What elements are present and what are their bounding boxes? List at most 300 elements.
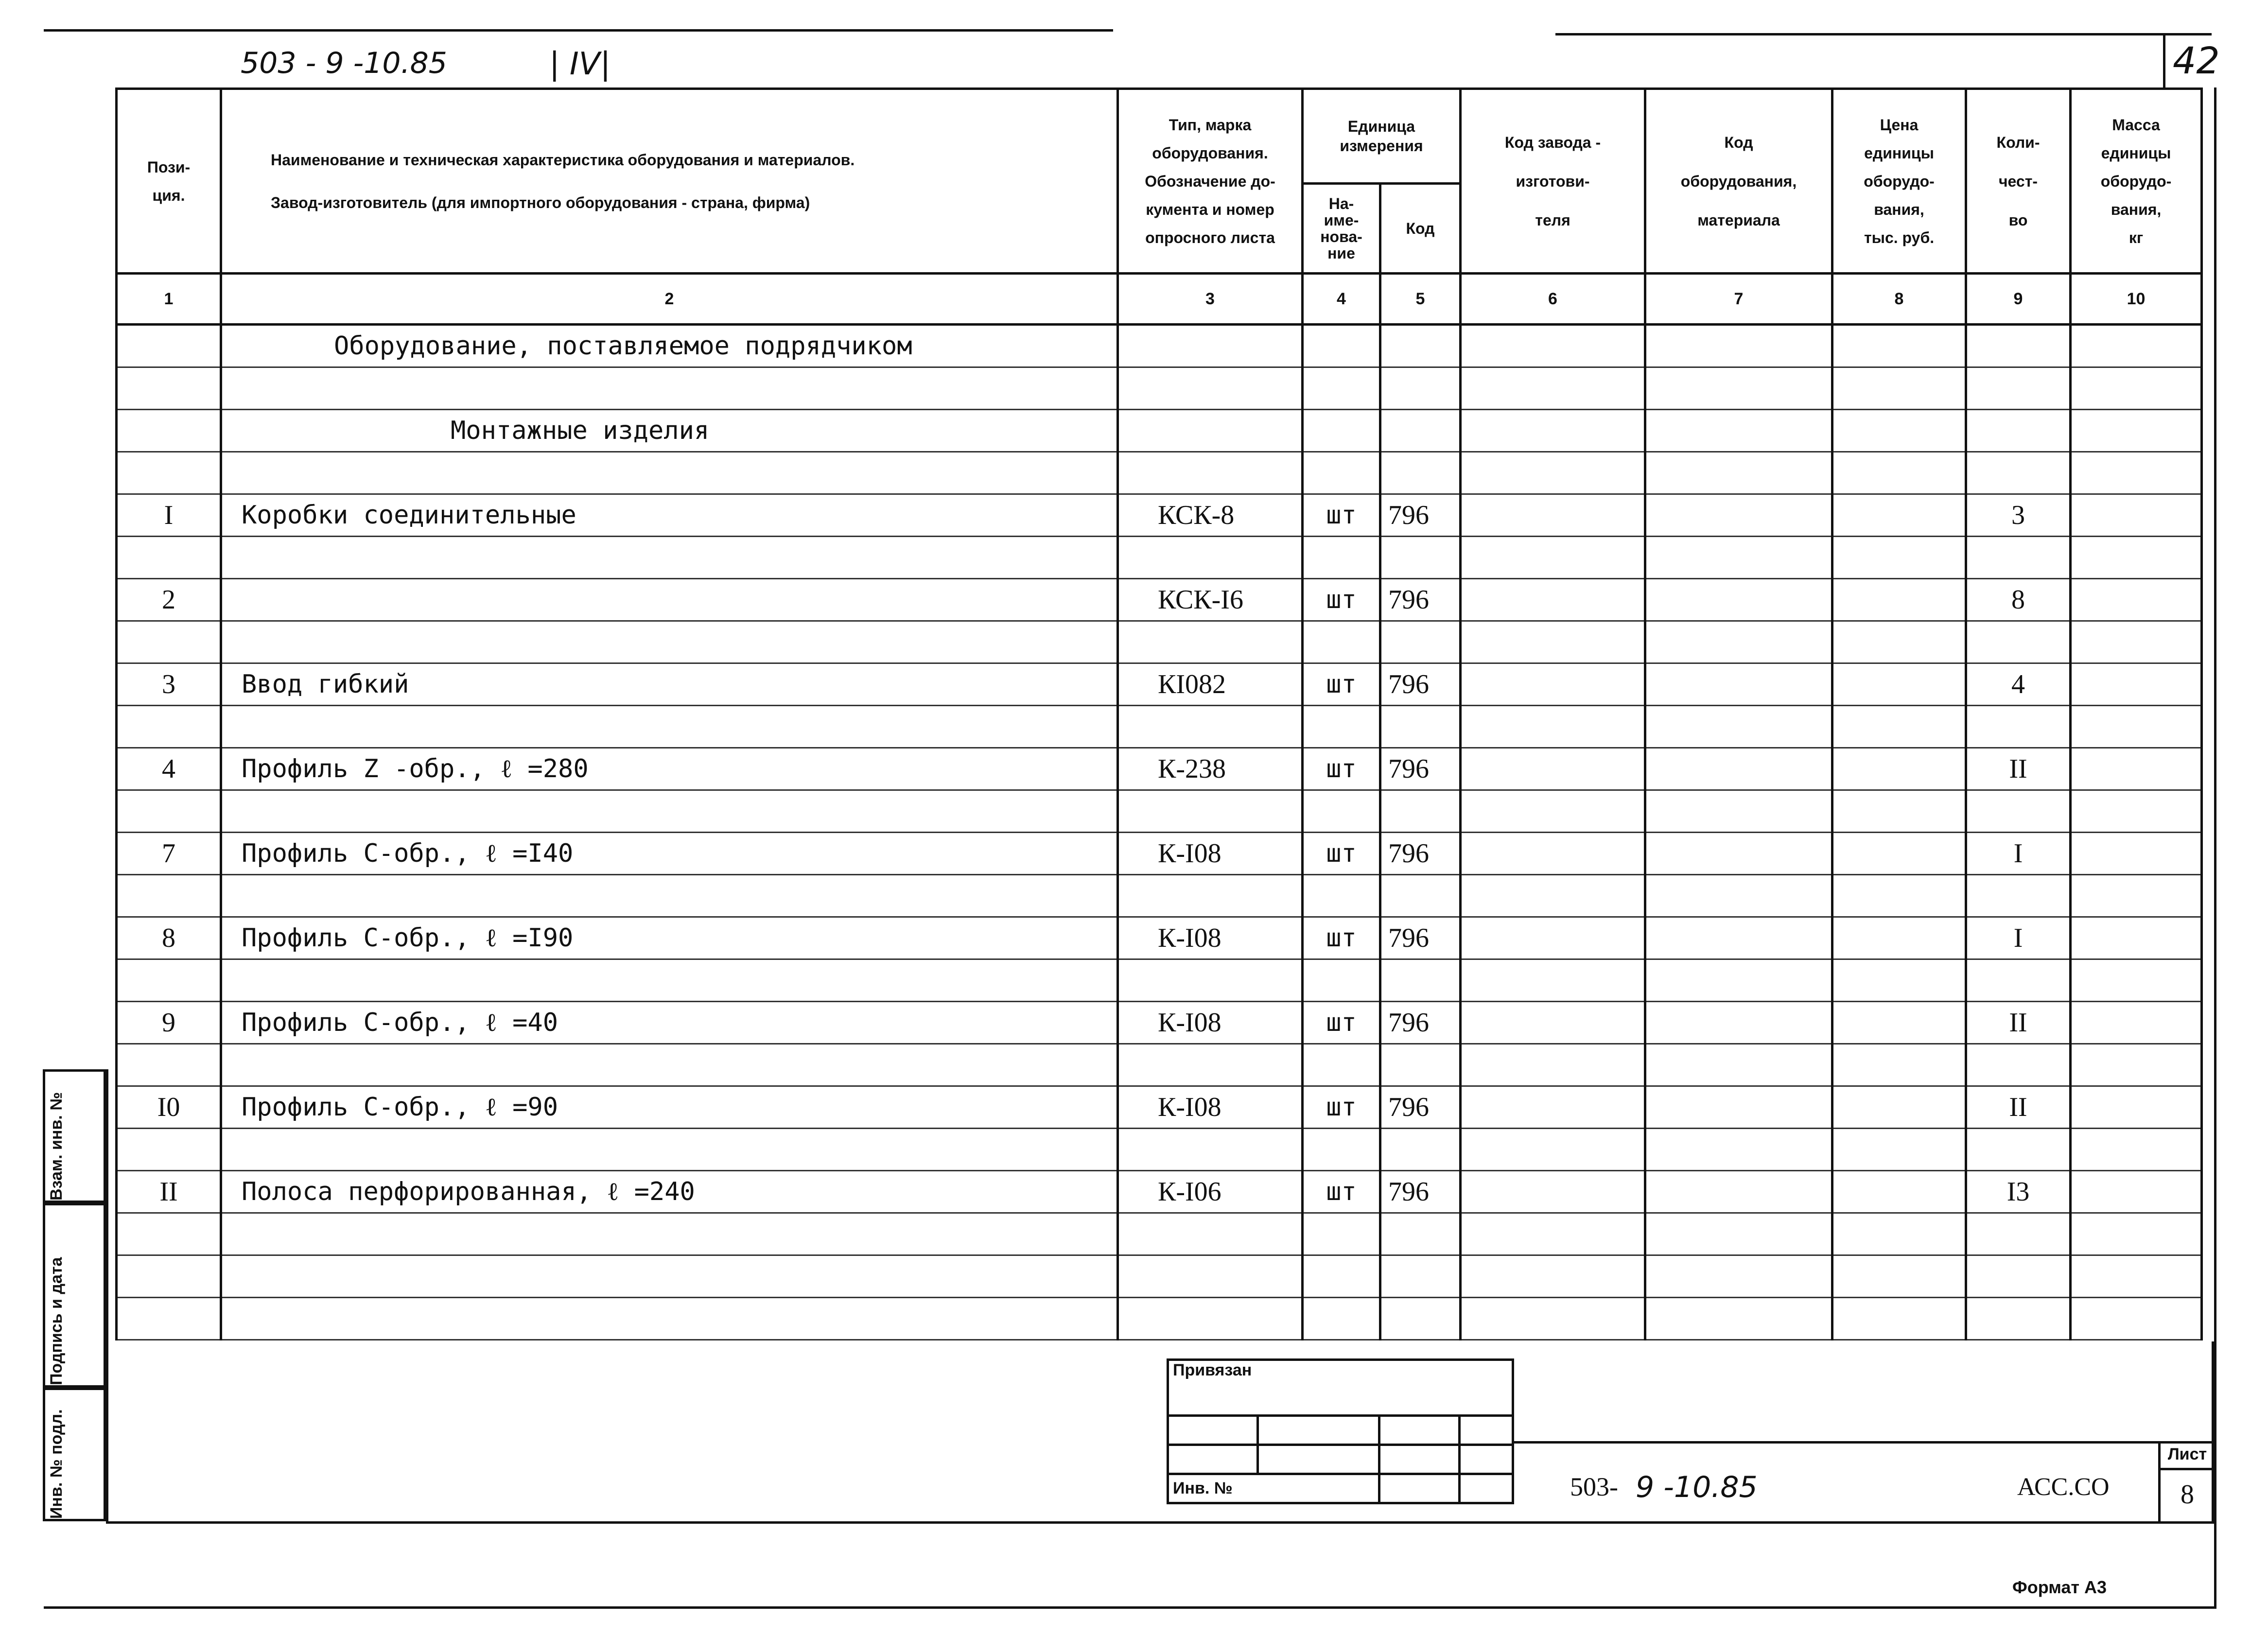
row-position: I	[117, 494, 221, 537]
col-header-qty-text: Коли- чест- во	[1996, 133, 2040, 229]
title-doc-mark: АСС.СО	[2017, 1473, 2110, 1501]
col-header-equipment-code-text: Код оборудования, материала	[1680, 133, 1797, 229]
frame-bottom	[44, 1606, 2216, 1609]
row-type: КСК-8	[1118, 494, 1303, 537]
col-header-factory-code-text: Код завода - изготови- теля	[1504, 133, 1601, 229]
col-header-unit-group-text: Единица измерения	[1340, 118, 1423, 155]
title-doc-code-prefix: 503-	[1570, 1472, 1618, 1501]
tb-cell	[1460, 1445, 1513, 1474]
table-cell	[1832, 790, 1966, 833]
row-type: К-I08	[1118, 1086, 1303, 1129]
table-cell	[2071, 917, 2202, 959]
table-row	[117, 1171, 2202, 1213]
table-cell	[1380, 706, 1461, 748]
corner-box-left	[2163, 34, 2165, 87]
top-line-left	[44, 29, 1113, 32]
table-cell	[1303, 1255, 1380, 1298]
sheet-mark-handwritten: | IV|	[549, 46, 611, 82]
title-block-table	[1167, 1358, 1514, 1504]
table-cell	[1380, 790, 1461, 833]
table-cell	[1966, 875, 2071, 917]
table-row-empty	[117, 790, 2202, 833]
table-cell	[1832, 410, 1966, 452]
col-header-unit-code-text: Код	[1406, 220, 1435, 237]
side-label-vzam-inv: Взам. инв. №	[47, 1092, 66, 1201]
col-header-qty	[1966, 89, 2071, 274]
table-cell	[1118, 959, 1303, 1002]
table-cell	[1966, 1213, 2071, 1255]
table-cell	[1303, 706, 1380, 748]
table-cell	[1832, 1213, 1966, 1255]
row-name: Профиль Z -обр., ℓ =280	[221, 748, 1118, 790]
table-cell	[1645, 875, 1832, 917]
table-cell	[1461, 1044, 1645, 1086]
row-unit: шт	[1303, 917, 1380, 959]
table-cell	[1303, 1298, 1380, 1340]
table-cell	[2071, 1255, 2202, 1298]
tb-cell	[1460, 1474, 1513, 1503]
table-cell	[1461, 1171, 1645, 1213]
col-number: 5	[1380, 274, 1461, 325]
table-cell	[1645, 917, 1832, 959]
sheet-number-box	[2158, 1441, 2214, 1521]
table-cell	[1966, 959, 2071, 1002]
table-cell	[1380, 325, 1461, 367]
row-unit-code: 796	[1380, 833, 1461, 875]
table-cell	[1966, 325, 2071, 367]
table-cell	[2071, 1129, 2202, 1171]
table-row-empty	[117, 452, 2202, 494]
table-cell	[1645, 325, 1832, 367]
row-position: 8	[117, 917, 221, 959]
table-cell	[221, 1044, 1118, 1086]
col-header-name	[221, 89, 1118, 274]
table-cell	[1966, 1044, 2071, 1086]
table-cell	[1832, 1044, 1966, 1086]
col-number: 2	[221, 274, 1118, 325]
table-cell	[117, 452, 221, 494]
table-cell	[1461, 494, 1645, 537]
table-cell	[1832, 325, 1966, 367]
table-cell	[2071, 833, 2202, 875]
table-cell	[1832, 663, 1966, 706]
table-cell	[1645, 706, 1832, 748]
table-cell	[1645, 410, 1832, 452]
row-position: I0	[117, 1086, 221, 1129]
tb-cell	[1379, 1474, 1460, 1503]
table-cell	[117, 367, 221, 410]
row-quantity: 3	[1966, 494, 2071, 537]
table-cell	[1832, 1171, 1966, 1213]
row-quantity: 8	[1966, 579, 2071, 621]
table-cell	[1303, 959, 1380, 1002]
row-unit: шт	[1303, 833, 1380, 875]
table-cell	[1832, 959, 1966, 1002]
table-cell	[1380, 1044, 1461, 1086]
row-quantity: 4	[1966, 663, 2071, 706]
table-cell	[2071, 1002, 2202, 1044]
table-cell	[1118, 410, 1303, 452]
row-type: К-I08	[1118, 833, 1303, 875]
table-cell	[117, 410, 221, 452]
sheet-corner-number: 42	[2173, 39, 2220, 82]
table-cell	[1380, 959, 1461, 1002]
col-header-price	[1832, 89, 1966, 274]
table-cell	[1645, 494, 1832, 537]
row-unit: шт	[1303, 1171, 1380, 1213]
table-cell	[1303, 537, 1380, 579]
table-cell	[1380, 452, 1461, 494]
table-row-empty	[117, 367, 2202, 410]
table-cell	[1461, 663, 1645, 706]
side-stamp-podpis-data	[43, 1203, 106, 1388]
table-cell	[221, 537, 1118, 579]
row-name: Профиль С-обр., ℓ =I40	[221, 833, 1118, 875]
table-cell	[1380, 1255, 1461, 1298]
table-cell	[117, 1213, 221, 1255]
table-cell	[117, 621, 221, 663]
table-cell	[1461, 1213, 1645, 1255]
table-row	[117, 833, 2202, 875]
table-cell	[221, 621, 1118, 663]
row-name: Профиль С-обр., ℓ =40	[221, 1002, 1118, 1044]
table-cell	[1303, 790, 1380, 833]
table-cell	[1966, 1129, 2071, 1171]
table-cell	[2071, 367, 2202, 410]
table-cell	[1303, 410, 1380, 452]
table-cell	[1832, 1086, 1966, 1129]
row-type: КI082	[1118, 663, 1303, 706]
table-cell	[1118, 537, 1303, 579]
row-unit: шт	[1303, 1086, 1380, 1129]
table-cell	[1303, 452, 1380, 494]
table-cell	[1832, 748, 1966, 790]
table-cell	[221, 959, 1118, 1002]
table-cell	[1832, 1298, 1966, 1340]
row-quantity: I	[1966, 833, 2071, 875]
table-cell	[1303, 1044, 1380, 1086]
table-cell	[1303, 1213, 1380, 1255]
table-cell	[1461, 959, 1645, 1002]
row-name: Профиль С-обр., ℓ =I90	[221, 917, 1118, 959]
table-cell	[2071, 663, 2202, 706]
table-cell	[117, 537, 221, 579]
row-type: КСК-I6	[1118, 579, 1303, 621]
table-cell	[1380, 875, 1461, 917]
table-cell	[2071, 325, 2202, 367]
table-row-empty	[117, 1298, 2202, 1340]
table-cell	[1380, 621, 1461, 663]
table-row-empty	[117, 875, 2202, 917]
table-row-empty	[117, 537, 2202, 579]
table-cell	[1461, 325, 1645, 367]
table-cell	[1832, 621, 1966, 663]
table-cell	[1645, 1171, 1832, 1213]
table-cell	[1303, 875, 1380, 917]
table-cell	[1645, 1044, 1832, 1086]
row-name: Коробки соединительные	[221, 494, 1118, 537]
table-cell	[117, 1129, 221, 1171]
table-row-empty	[117, 706, 2202, 748]
table-cell	[1380, 1298, 1461, 1340]
row-unit: шт	[1303, 663, 1380, 706]
table-cell	[1832, 537, 1966, 579]
table-cell	[2071, 1298, 2202, 1340]
table-cell	[117, 706, 221, 748]
table-cell	[1461, 367, 1645, 410]
col-number: 9	[1966, 274, 2071, 325]
table-row	[117, 917, 2202, 959]
table-cell	[2071, 875, 2202, 917]
table-cell	[1461, 621, 1645, 663]
tb-cell	[1168, 1445, 1258, 1474]
table-cell	[1118, 325, 1303, 367]
table-row	[117, 1002, 2202, 1044]
table-cell	[117, 1298, 221, 1340]
col-header-type-text: Тип, марка оборудования. Обозначение до- кумента и номер опросного листа	[1145, 116, 1275, 246]
row-quantity: I3	[1966, 1171, 2071, 1213]
table-cell	[1461, 790, 1645, 833]
tb-cell	[1168, 1416, 1258, 1445]
table-cell	[1461, 1002, 1645, 1044]
inv-no-cell	[1168, 1474, 1379, 1503]
sheet-label: Лист	[2161, 1441, 2214, 1470]
frame-bottom-left-ext	[44, 1606, 141, 1609]
table-cell	[221, 367, 1118, 410]
row-unit-code: 796	[1380, 917, 1461, 959]
table-cell	[221, 706, 1118, 748]
col-header-pos	[117, 89, 221, 274]
row-name	[221, 579, 1118, 621]
row-type: К-I06	[1118, 1171, 1303, 1213]
table-cell	[1832, 1129, 1966, 1171]
row-unit: шт	[1303, 748, 1380, 790]
specification-body	[117, 325, 2202, 1340]
table-cell	[1118, 875, 1303, 917]
table-cell	[1118, 1255, 1303, 1298]
row-position: 3	[117, 663, 221, 706]
table-row	[117, 748, 2202, 790]
table-cell	[2071, 621, 2202, 663]
privyazan-cell	[1168, 1360, 1513, 1416]
row-type: К-I08	[1118, 1002, 1303, 1044]
table-row	[117, 494, 2202, 537]
title-area-bottom	[106, 1521, 2216, 1524]
row-unit-code: 796	[1380, 1002, 1461, 1044]
row-type: К-I08	[1118, 917, 1303, 959]
format-label: Формат А3	[2012, 1577, 2107, 1597]
frame-right	[2214, 87, 2216, 1609]
row-unit-code: 796	[1380, 494, 1461, 537]
column-numbers-row	[117, 274, 2202, 325]
table-cell	[1645, 833, 1832, 875]
tb-cell	[1258, 1445, 1379, 1474]
table-cell	[1461, 875, 1645, 917]
table-cell	[1645, 537, 1832, 579]
table-cell	[1118, 790, 1303, 833]
col-number: 7	[1645, 274, 1832, 325]
table-cell	[1645, 790, 1832, 833]
table-cell	[1461, 833, 1645, 875]
table-cell	[2071, 959, 2202, 1002]
table-cell	[2071, 748, 2202, 790]
row-quantity: II	[1966, 1002, 2071, 1044]
row-name: Профиль С-обр., ℓ =90	[221, 1086, 1118, 1129]
table-row-empty	[117, 1255, 2202, 1298]
table-cell	[1966, 537, 2071, 579]
table-cell	[1832, 875, 1966, 917]
col-header-price-text: Цена единицы оборудо- вания, тыс. руб.	[1864, 116, 1935, 246]
table-row-empty	[117, 621, 2202, 663]
row-type: К-238	[1118, 748, 1303, 790]
table-cell	[221, 1213, 1118, 1255]
table-cell	[1461, 452, 1645, 494]
table-cell	[1645, 1255, 1832, 1298]
table-cell	[1118, 1298, 1303, 1340]
table-cell	[2071, 1044, 2202, 1086]
table-row-empty	[117, 1213, 2202, 1255]
table-cell	[221, 875, 1118, 917]
table-cell	[1966, 367, 2071, 410]
table-cell	[1966, 1298, 2071, 1340]
inv-no-label: Инв. №	[1173, 1479, 1233, 1497]
table-cell	[117, 1255, 221, 1298]
table-cell	[1832, 494, 1966, 537]
table-row	[117, 663, 2202, 706]
side-label-inv-podl: Инв. № подл.	[47, 1409, 66, 1519]
col-header-unit-name-text: На- име- нова- ние	[1320, 195, 1362, 262]
table-cell	[1380, 1129, 1461, 1171]
table-cell	[1645, 452, 1832, 494]
table-cell	[1303, 621, 1380, 663]
tb-cell	[1258, 1416, 1379, 1445]
table-cell	[1461, 410, 1645, 452]
table-cell	[2071, 790, 2202, 833]
row-name: Ввод гибкий	[221, 663, 1118, 706]
table-cell	[1303, 325, 1380, 367]
table-cell	[117, 1044, 221, 1086]
row-unit: шт	[1303, 1002, 1380, 1044]
col-header-unit-code	[1380, 184, 1461, 274]
table-cell	[1832, 833, 1966, 875]
row-unit-code: 796	[1380, 748, 1461, 790]
table-cell	[1832, 1255, 1966, 1298]
col-header-pos-text: Пози- ция.	[147, 158, 191, 204]
side-stamp-vzam-inv	[43, 1069, 106, 1203]
table-cell	[1380, 367, 1461, 410]
row-quantity: II	[1966, 748, 2071, 790]
row-position: 4	[117, 748, 221, 790]
row-quantity: II	[1966, 1086, 2071, 1129]
col-number: 10	[2071, 274, 2202, 325]
row-quantity: I	[1966, 917, 2071, 959]
doc-code-handwritten: 503 - 9 -10.85	[241, 46, 447, 80]
table-cell	[1645, 1298, 1832, 1340]
privyazan-label: Привязан	[1173, 1361, 1252, 1379]
table-cell	[1645, 367, 1832, 410]
table-cell	[1966, 452, 2071, 494]
row-unit-code: 796	[1380, 579, 1461, 621]
table-cell	[1645, 1129, 1832, 1171]
table-cell	[1461, 917, 1645, 959]
col-header-mass	[2071, 89, 2202, 274]
tb-cell	[1379, 1416, 1460, 1445]
table-cell	[221, 1298, 1118, 1340]
table-cell	[1966, 706, 2071, 748]
table-cell	[1118, 1129, 1303, 1171]
col-header-type	[1118, 89, 1303, 274]
table-cell	[117, 875, 221, 917]
table-cell	[2071, 537, 2202, 579]
col-number: 4	[1303, 274, 1380, 325]
specification-table	[115, 87, 2203, 1340]
table-cell	[1461, 1129, 1645, 1171]
col-header-name-line1: Наименование и техническая характеристика оборудования и материалов.	[271, 151, 855, 169]
table-cell	[1832, 452, 1966, 494]
table-cell	[1832, 1002, 1966, 1044]
row-unit-code: 796	[1380, 1171, 1461, 1213]
table-cell	[1966, 1255, 2071, 1298]
col-header-unit-group	[1303, 89, 1461, 184]
col-header-name-line2: Завод-изготовитель (для импортного оборудования - страна, фирма)	[271, 193, 810, 211]
table-cell	[1966, 410, 2071, 452]
table-cell	[1645, 959, 1832, 1002]
table-cell	[1832, 917, 1966, 959]
table-cell	[1645, 579, 1832, 621]
table-cell	[221, 790, 1118, 833]
side-label-podpis-data: Подпись и дата	[47, 1257, 66, 1385]
row-name: Полоса перфорированная, ℓ =240	[221, 1171, 1118, 1213]
table-cell	[2071, 410, 2202, 452]
table-cell	[1118, 367, 1303, 410]
table-cell	[2071, 1213, 2202, 1255]
table-cell	[1645, 748, 1832, 790]
col-header-equipment-code	[1645, 89, 1832, 274]
row-unit: шт	[1303, 579, 1380, 621]
table-cell	[2071, 1171, 2202, 1213]
table-cell	[1380, 1213, 1461, 1255]
table-cell	[1118, 706, 1303, 748]
table-cell	[1380, 410, 1461, 452]
col-header-mass-text: Масса единицы оборудо- вания, кг	[2100, 116, 2172, 246]
tb-cell	[1460, 1416, 1513, 1445]
table-cell	[1461, 706, 1645, 748]
table-cell	[1832, 706, 1966, 748]
table-cell	[1645, 621, 1832, 663]
col-number: 3	[1118, 274, 1303, 325]
table-cell	[1461, 537, 1645, 579]
side-stamp-inv-podl	[43, 1388, 106, 1521]
title-block-divider	[1514, 1441, 2214, 1444]
row-position: 9	[117, 1002, 221, 1044]
table-cell	[1832, 579, 1966, 621]
table-cell	[2071, 579, 2202, 621]
table-cell	[1966, 790, 2071, 833]
section-title-text: Оборудование, поставляемое подрядчиком	[221, 325, 1118, 367]
row-position: II	[117, 1171, 221, 1213]
table-cell	[1966, 621, 2071, 663]
table-row-empty	[117, 959, 2202, 1002]
top-line-right	[1555, 33, 2212, 35]
table-row	[117, 579, 2202, 621]
table-cell	[221, 1255, 1118, 1298]
table-cell	[1645, 663, 1832, 706]
row-unit: шт	[1303, 494, 1380, 537]
row-unit-code: 796	[1380, 663, 1461, 706]
table-cell	[221, 452, 1118, 494]
table-cell	[1832, 367, 1966, 410]
frame-left-bottom	[106, 1069, 108, 1521]
